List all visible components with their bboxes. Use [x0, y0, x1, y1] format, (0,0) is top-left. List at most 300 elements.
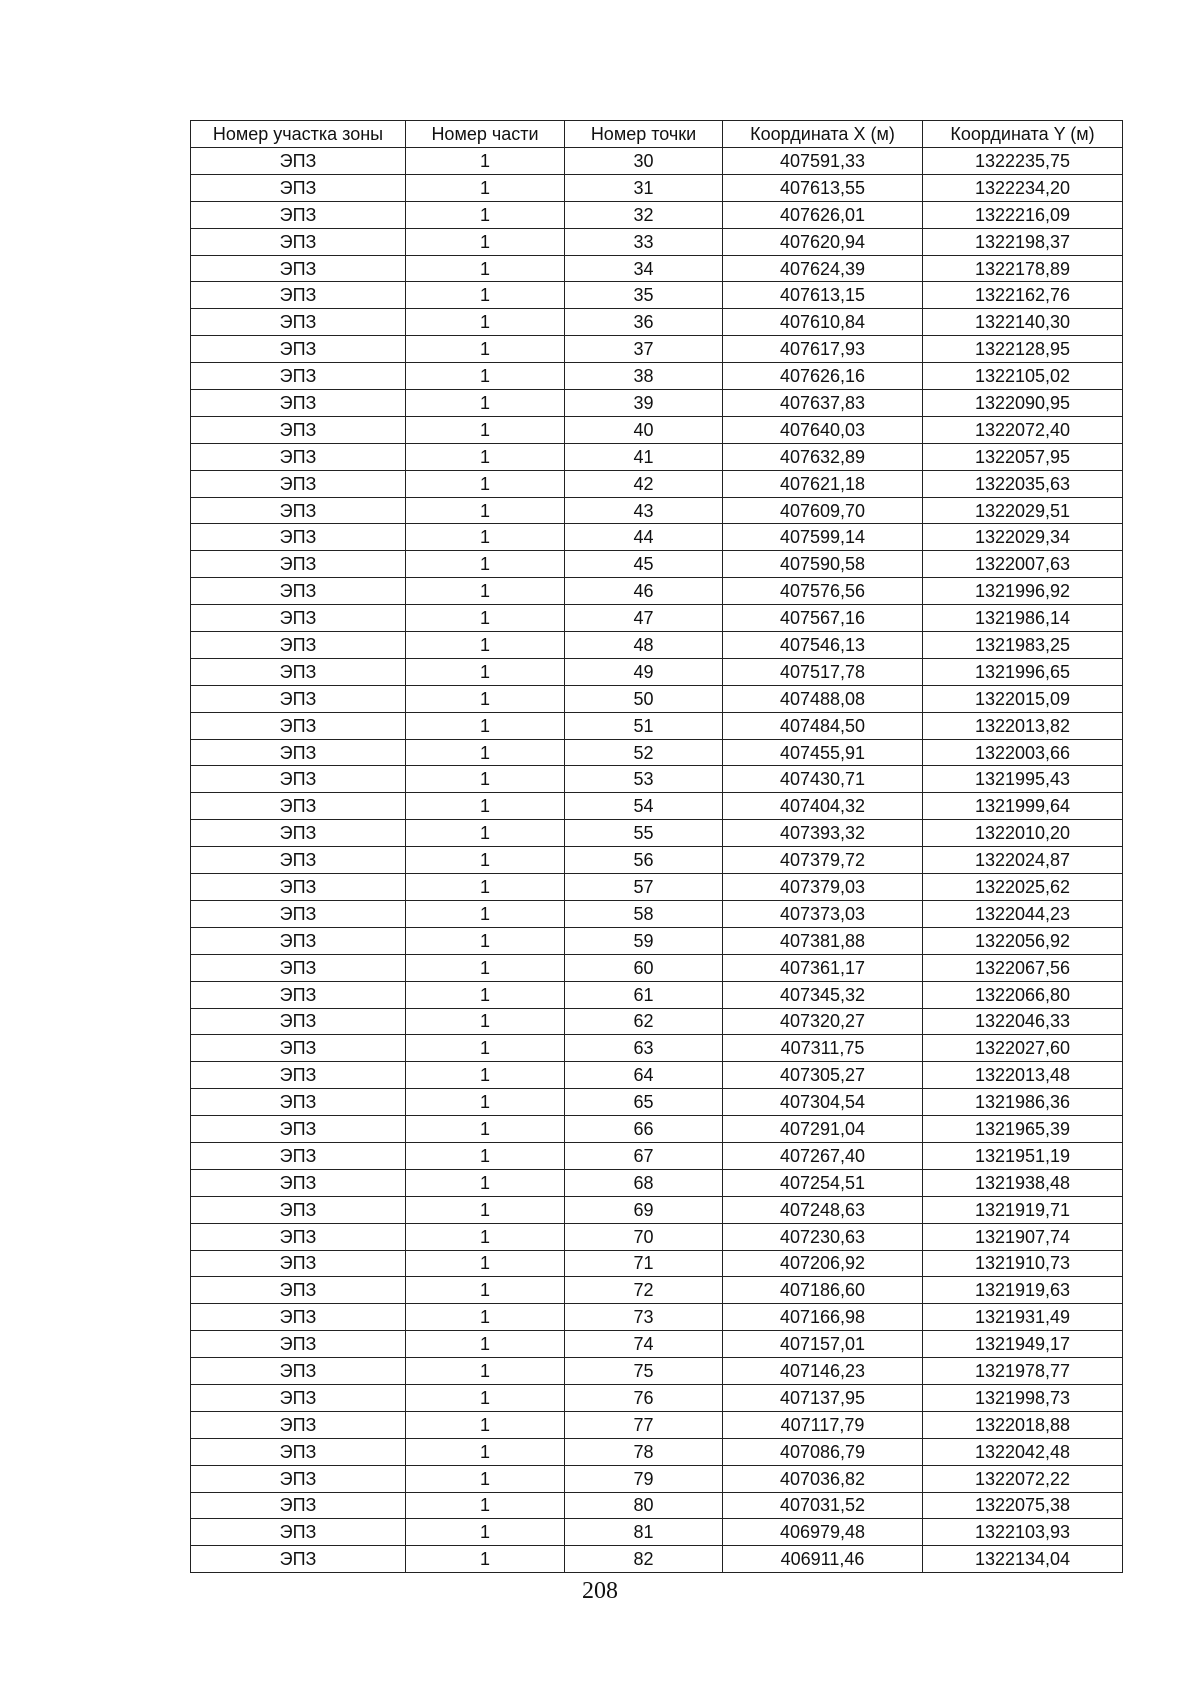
cell-coordinate-y: 1322198,37 — [923, 228, 1123, 255]
cell-coordinate-x: 407248,63 — [723, 1196, 923, 1223]
cell-part-number: 1 — [406, 874, 565, 901]
cell-point-number: 54 — [565, 793, 723, 820]
cell-coordinate-x: 407230,63 — [723, 1223, 923, 1250]
cell-zone-section: ЭПЗ — [191, 1089, 406, 1116]
cell-coordinate-x: 407267,40 — [723, 1142, 923, 1169]
cell-zone-section: ЭПЗ — [191, 1358, 406, 1385]
cell-zone-section: ЭПЗ — [191, 1196, 406, 1223]
table-row — [191, 1089, 1123, 1116]
cell-part-number: 1 — [406, 1519, 565, 1546]
table-row — [191, 524, 1123, 551]
cell-part-number: 1 — [406, 336, 565, 363]
page-number: 208 — [582, 1578, 618, 1604]
cell-coordinate-x: 407590,58 — [723, 551, 923, 578]
cell-zone-section: ЭПЗ — [191, 228, 406, 255]
cell-point-number: 32 — [565, 201, 723, 228]
table-row — [191, 712, 1123, 739]
cell-coordinate-y: 1322018,88 — [923, 1411, 1123, 1438]
cell-coordinate-x: 407206,92 — [723, 1250, 923, 1277]
cell-coordinate-y: 1321919,71 — [923, 1196, 1123, 1223]
table-row — [191, 793, 1123, 820]
cell-zone-section: ЭПЗ — [191, 900, 406, 927]
cell-part-number: 1 — [406, 524, 565, 551]
cell-zone-section: ЭПЗ — [191, 551, 406, 578]
cell-coordinate-x: 407036,82 — [723, 1465, 923, 1492]
table-row — [191, 1331, 1123, 1358]
table-row — [191, 927, 1123, 954]
cell-coordinate-x: 407086,79 — [723, 1438, 923, 1465]
cell-coordinate-y: 1322029,34 — [923, 524, 1123, 551]
cell-coordinate-y: 1322134,04 — [923, 1546, 1123, 1573]
cell-coordinate-y: 1322162,76 — [923, 282, 1123, 309]
cell-point-number: 77 — [565, 1411, 723, 1438]
cell-zone-section: ЭПЗ — [191, 497, 406, 524]
cell-coordinate-x: 407484,50 — [723, 712, 923, 739]
cell-point-number: 31 — [565, 174, 723, 201]
table-row — [191, 605, 1123, 632]
table-row — [191, 981, 1123, 1008]
table-row — [191, 309, 1123, 336]
cell-part-number: 1 — [406, 174, 565, 201]
cell-zone-section: ЭПЗ — [191, 1384, 406, 1411]
cell-coordinate-x: 407430,71 — [723, 766, 923, 793]
cell-zone-section: ЭПЗ — [191, 470, 406, 497]
cell-coordinate-y: 1322128,95 — [923, 336, 1123, 363]
cell-point-number: 40 — [565, 416, 723, 443]
cell-point-number: 49 — [565, 658, 723, 685]
cell-zone-section: ЭПЗ — [191, 416, 406, 443]
cell-part-number: 1 — [406, 1223, 565, 1250]
cell-coordinate-x: 407613,55 — [723, 174, 923, 201]
cell-part-number: 1 — [406, 954, 565, 981]
table-row — [191, 174, 1123, 201]
cell-point-number: 46 — [565, 578, 723, 605]
cell-part-number: 1 — [406, 900, 565, 927]
cell-coordinate-y: 1321995,43 — [923, 766, 1123, 793]
cell-coordinate-x: 407609,70 — [723, 497, 923, 524]
cell-coordinate-y: 1321919,63 — [923, 1277, 1123, 1304]
table-row — [191, 255, 1123, 282]
table-body — [191, 148, 1123, 1573]
table-row — [191, 201, 1123, 228]
cell-zone-section: ЭПЗ — [191, 1411, 406, 1438]
cell-coordinate-y: 1321999,64 — [923, 793, 1123, 820]
cell-coordinate-y: 1322003,66 — [923, 739, 1123, 766]
cell-point-number: 63 — [565, 1035, 723, 1062]
cell-coordinate-x: 406979,48 — [723, 1519, 923, 1546]
header-coordinate-x: Координата X (м) — [723, 121, 923, 148]
cell-coordinate-x: 407517,78 — [723, 658, 923, 685]
cell-coordinate-y: 1322072,40 — [923, 416, 1123, 443]
cell-coordinate-x: 407617,93 — [723, 336, 923, 363]
cell-zone-section: ЭПЗ — [191, 1223, 406, 1250]
cell-zone-section: ЭПЗ — [191, 363, 406, 390]
cell-zone-section: ЭПЗ — [191, 981, 406, 1008]
cell-zone-section: ЭПЗ — [191, 1116, 406, 1143]
table-row — [191, 1169, 1123, 1196]
cell-coordinate-y: 1321951,19 — [923, 1142, 1123, 1169]
cell-point-number: 33 — [565, 228, 723, 255]
table-row — [191, 416, 1123, 443]
cell-coordinate-y: 1322140,30 — [923, 309, 1123, 336]
cell-coordinate-y: 1322072,22 — [923, 1465, 1123, 1492]
table-row — [191, 900, 1123, 927]
cell-zone-section: ЭПЗ — [191, 1062, 406, 1089]
table-row — [191, 148, 1123, 175]
cell-coordinate-y: 1321986,36 — [923, 1089, 1123, 1116]
cell-zone-section: ЭПЗ — [191, 685, 406, 712]
cell-part-number: 1 — [406, 1277, 565, 1304]
cell-part-number: 1 — [406, 282, 565, 309]
cell-point-number: 75 — [565, 1358, 723, 1385]
cell-zone-section: ЭПЗ — [191, 390, 406, 417]
cell-coordinate-x: 407117,79 — [723, 1411, 923, 1438]
cell-zone-section: ЭПЗ — [191, 1142, 406, 1169]
cell-coordinate-y: 1321986,14 — [923, 605, 1123, 632]
table-row — [191, 497, 1123, 524]
cell-zone-section: ЭПЗ — [191, 658, 406, 685]
cell-zone-section: ЭПЗ — [191, 712, 406, 739]
cell-part-number: 1 — [406, 820, 565, 847]
cell-coordinate-y: 1322056,92 — [923, 927, 1123, 954]
cell-point-number: 58 — [565, 900, 723, 927]
cell-part-number: 1 — [406, 847, 565, 874]
cell-coordinate-x: 407620,94 — [723, 228, 923, 255]
cell-part-number: 1 — [406, 390, 565, 417]
cell-point-number: 73 — [565, 1304, 723, 1331]
cell-zone-section: ЭПЗ — [191, 927, 406, 954]
cell-coordinate-x: 407637,83 — [723, 390, 923, 417]
cell-coordinate-x: 407613,15 — [723, 282, 923, 309]
cell-point-number: 59 — [565, 927, 723, 954]
cell-zone-section: ЭПЗ — [191, 282, 406, 309]
cell-zone-section: ЭПЗ — [191, 1492, 406, 1519]
cell-point-number: 60 — [565, 954, 723, 981]
cell-zone-section: ЭПЗ — [191, 1250, 406, 1277]
table-row — [191, 1411, 1123, 1438]
cell-coordinate-x: 406911,46 — [723, 1546, 923, 1573]
cell-zone-section: ЭПЗ — [191, 1035, 406, 1062]
cell-coordinate-x: 407381,88 — [723, 927, 923, 954]
cell-coordinate-y: 1322029,51 — [923, 497, 1123, 524]
cell-coordinate-y: 1322067,56 — [923, 954, 1123, 981]
cell-point-number: 62 — [565, 1008, 723, 1035]
cell-coordinate-y: 1321998,73 — [923, 1384, 1123, 1411]
table-row — [191, 1492, 1123, 1519]
table-row — [191, 658, 1123, 685]
cell-point-number: 41 — [565, 443, 723, 470]
cell-point-number: 36 — [565, 309, 723, 336]
cell-zone-section: ЭПЗ — [191, 174, 406, 201]
cell-part-number: 1 — [406, 605, 565, 632]
table-row — [191, 954, 1123, 981]
cell-coordinate-y: 1322013,48 — [923, 1062, 1123, 1089]
cell-zone-section: ЭПЗ — [191, 847, 406, 874]
cell-coordinate-x: 407610,84 — [723, 309, 923, 336]
cell-part-number: 1 — [406, 363, 565, 390]
cell-point-number: 70 — [565, 1223, 723, 1250]
cell-point-number: 69 — [565, 1196, 723, 1223]
cell-coordinate-y: 1322216,09 — [923, 201, 1123, 228]
cell-coordinate-y: 1322035,63 — [923, 470, 1123, 497]
cell-coordinate-x: 407345,32 — [723, 981, 923, 1008]
cell-point-number: 74 — [565, 1331, 723, 1358]
cell-part-number: 1 — [406, 1142, 565, 1169]
cell-coordinate-x: 407373,03 — [723, 900, 923, 927]
cell-point-number: 34 — [565, 255, 723, 282]
cell-coordinate-y: 1322013,82 — [923, 712, 1123, 739]
cell-point-number: 66 — [565, 1116, 723, 1143]
cell-part-number: 1 — [406, 416, 565, 443]
cell-part-number: 1 — [406, 793, 565, 820]
cell-coordinate-x: 407488,08 — [723, 685, 923, 712]
table-row — [191, 739, 1123, 766]
table-row — [191, 766, 1123, 793]
cell-part-number: 1 — [406, 1492, 565, 1519]
cell-coordinate-y: 1321910,73 — [923, 1250, 1123, 1277]
cell-part-number: 1 — [406, 1196, 565, 1223]
cell-coordinate-x: 407567,16 — [723, 605, 923, 632]
cell-part-number: 1 — [406, 309, 565, 336]
cell-part-number: 1 — [406, 497, 565, 524]
cell-point-number: 53 — [565, 766, 723, 793]
cell-zone-section: ЭПЗ — [191, 255, 406, 282]
cell-coordinate-y: 1322105,02 — [923, 363, 1123, 390]
cell-coordinate-x: 407254,51 — [723, 1169, 923, 1196]
cell-point-number: 57 — [565, 874, 723, 901]
table-row — [191, 282, 1123, 309]
cell-coordinate-y: 1321978,77 — [923, 1358, 1123, 1385]
cell-zone-section: ЭПЗ — [191, 793, 406, 820]
cell-point-number: 67 — [565, 1142, 723, 1169]
table-row — [191, 847, 1123, 874]
cell-zone-section: ЭПЗ — [191, 605, 406, 632]
cell-point-number: 45 — [565, 551, 723, 578]
cell-zone-section: ЭПЗ — [191, 1277, 406, 1304]
cell-point-number: 51 — [565, 712, 723, 739]
cell-coordinate-x: 407640,03 — [723, 416, 923, 443]
cell-part-number: 1 — [406, 632, 565, 659]
cell-coordinate-y: 1322234,20 — [923, 174, 1123, 201]
cell-part-number: 1 — [406, 1358, 565, 1385]
cell-part-number: 1 — [406, 1089, 565, 1116]
cell-point-number: 30 — [565, 148, 723, 175]
table-row — [191, 1304, 1123, 1331]
table-row — [191, 1519, 1123, 1546]
table-row — [191, 1116, 1123, 1143]
table-row — [191, 685, 1123, 712]
cell-part-number: 1 — [406, 1035, 565, 1062]
table-row — [191, 336, 1123, 363]
table-row — [191, 1223, 1123, 1250]
table-row — [191, 1438, 1123, 1465]
cell-point-number: 50 — [565, 685, 723, 712]
cell-point-number: 55 — [565, 820, 723, 847]
cell-point-number: 38 — [565, 363, 723, 390]
cell-part-number: 1 — [406, 255, 565, 282]
cell-zone-section: ЭПЗ — [191, 1519, 406, 1546]
cell-coordinate-x: 407455,91 — [723, 739, 923, 766]
table-row — [191, 1035, 1123, 1062]
cell-coordinate-y: 1322075,38 — [923, 1492, 1123, 1519]
cell-coordinate-x: 407379,03 — [723, 874, 923, 901]
cell-part-number: 1 — [406, 443, 565, 470]
cell-part-number: 1 — [406, 1008, 565, 1035]
cell-point-number: 78 — [565, 1438, 723, 1465]
cell-zone-section: ЭПЗ — [191, 1331, 406, 1358]
table-row — [191, 1465, 1123, 1492]
cell-coordinate-x: 407632,89 — [723, 443, 923, 470]
cell-part-number: 1 — [406, 712, 565, 739]
cell-part-number: 1 — [406, 739, 565, 766]
cell-coordinate-x: 407166,98 — [723, 1304, 923, 1331]
cell-coordinate-x: 407146,23 — [723, 1358, 923, 1385]
cell-zone-section: ЭПЗ — [191, 336, 406, 363]
cell-coordinate-y: 1322027,60 — [923, 1035, 1123, 1062]
table-row — [191, 1250, 1123, 1277]
cell-coordinate-x: 407320,27 — [723, 1008, 923, 1035]
cell-point-number: 64 — [565, 1062, 723, 1089]
cell-part-number: 1 — [406, 1169, 565, 1196]
table-row — [191, 390, 1123, 417]
cell-part-number: 1 — [406, 927, 565, 954]
cell-coordinate-x: 407031,52 — [723, 1492, 923, 1519]
cell-point-number: 76 — [565, 1384, 723, 1411]
cell-point-number: 43 — [565, 497, 723, 524]
cell-point-number: 42 — [565, 470, 723, 497]
table-row — [191, 1062, 1123, 1089]
cell-coordinate-y: 1321996,92 — [923, 578, 1123, 605]
cell-coordinate-y: 1321938,48 — [923, 1169, 1123, 1196]
cell-point-number: 80 — [565, 1492, 723, 1519]
cell-zone-section: ЭПЗ — [191, 1304, 406, 1331]
cell-coordinate-x: 407291,04 — [723, 1116, 923, 1143]
cell-point-number: 82 — [565, 1546, 723, 1573]
cell-point-number: 39 — [565, 390, 723, 417]
cell-coordinate-x: 407186,60 — [723, 1277, 923, 1304]
cell-coordinate-x: 407599,14 — [723, 524, 923, 551]
header-row — [191, 121, 1123, 148]
table-row — [191, 1142, 1123, 1169]
cell-part-number: 1 — [406, 578, 565, 605]
table-row — [191, 578, 1123, 605]
cell-zone-section: ЭПЗ — [191, 874, 406, 901]
cell-part-number: 1 — [406, 1331, 565, 1358]
cell-part-number: 1 — [406, 1438, 565, 1465]
cell-part-number: 1 — [406, 148, 565, 175]
header-coordinate-y: Координата Y (м) — [923, 121, 1123, 148]
cell-point-number: 35 — [565, 282, 723, 309]
table-row — [191, 443, 1123, 470]
table-row — [191, 551, 1123, 578]
cell-coordinate-y: 1322044,23 — [923, 900, 1123, 927]
cell-zone-section: ЭПЗ — [191, 1169, 406, 1196]
cell-zone-section: ЭПЗ — [191, 201, 406, 228]
cell-coordinate-y: 1321931,49 — [923, 1304, 1123, 1331]
cell-coordinate-x: 407591,33 — [723, 148, 923, 175]
header-point-number: Номер точки — [565, 121, 723, 148]
cell-point-number: 52 — [565, 739, 723, 766]
cell-point-number: 48 — [565, 632, 723, 659]
cell-coordinate-x: 407576,56 — [723, 578, 923, 605]
cell-zone-section: ЭПЗ — [191, 578, 406, 605]
header-part-number: Номер части — [406, 121, 565, 148]
table-row — [191, 1358, 1123, 1385]
cell-coordinate-y: 1322235,75 — [923, 148, 1123, 175]
cell-zone-section: ЭПЗ — [191, 309, 406, 336]
cell-coordinate-x: 407626,01 — [723, 201, 923, 228]
cell-zone-section: ЭПЗ — [191, 524, 406, 551]
table-row — [191, 632, 1123, 659]
cell-coordinate-x: 407157,01 — [723, 1331, 923, 1358]
cell-zone-section: ЭПЗ — [191, 1008, 406, 1035]
table-row — [191, 1546, 1123, 1573]
table-row — [191, 874, 1123, 901]
cell-coordinate-x: 407305,27 — [723, 1062, 923, 1089]
cell-part-number: 1 — [406, 685, 565, 712]
cell-coordinate-y: 1322042,48 — [923, 1438, 1123, 1465]
cell-point-number: 79 — [565, 1465, 723, 1492]
cell-zone-section: ЭПЗ — [191, 1546, 406, 1573]
table-row — [191, 1196, 1123, 1223]
cell-coordinate-y: 1322010,20 — [923, 820, 1123, 847]
header-zone-section-number: Номер участка зоны — [191, 121, 406, 148]
cell-point-number: 37 — [565, 336, 723, 363]
cell-zone-section: ЭПЗ — [191, 443, 406, 470]
table-row — [191, 363, 1123, 390]
cell-coordinate-x: 407361,17 — [723, 954, 923, 981]
cell-coordinate-y: 1322090,95 — [923, 390, 1123, 417]
cell-part-number: 1 — [406, 1384, 565, 1411]
cell-point-number: 72 — [565, 1277, 723, 1304]
cell-part-number: 1 — [406, 658, 565, 685]
cell-coordinate-y: 1322025,62 — [923, 874, 1123, 901]
cell-point-number: 71 — [565, 1250, 723, 1277]
cell-point-number: 44 — [565, 524, 723, 551]
cell-coordinate-x: 407304,54 — [723, 1089, 923, 1116]
cell-part-number: 1 — [406, 228, 565, 255]
cell-coordinate-y: 1322057,95 — [923, 443, 1123, 470]
cell-coordinate-y: 1322024,87 — [923, 847, 1123, 874]
cell-coordinate-y: 1321949,17 — [923, 1331, 1123, 1358]
cell-zone-section: ЭПЗ — [191, 148, 406, 175]
cell-coordinate-x: 407393,32 — [723, 820, 923, 847]
table-row — [191, 1008, 1123, 1035]
cell-zone-section: ЭПЗ — [191, 820, 406, 847]
cell-point-number: 56 — [565, 847, 723, 874]
table-row — [191, 228, 1123, 255]
cell-part-number: 1 — [406, 981, 565, 1008]
cell-coordinate-y: 1322066,80 — [923, 981, 1123, 1008]
cell-point-number: 61 — [565, 981, 723, 1008]
cell-zone-section: ЭПЗ — [191, 766, 406, 793]
cell-zone-section: ЭПЗ — [191, 739, 406, 766]
cell-part-number: 1 — [406, 201, 565, 228]
cell-part-number: 1 — [406, 551, 565, 578]
cell-part-number: 1 — [406, 1062, 565, 1089]
cell-part-number: 1 — [406, 1304, 565, 1331]
cell-coordinate-y: 1321996,65 — [923, 658, 1123, 685]
cell-coordinate-y: 1321983,25 — [923, 632, 1123, 659]
cell-coordinate-x: 407626,16 — [723, 363, 923, 390]
cell-coordinate-y: 1321965,39 — [923, 1116, 1123, 1143]
cell-coordinate-x: 407404,32 — [723, 793, 923, 820]
cell-part-number: 1 — [406, 470, 565, 497]
cell-coordinate-y: 1321907,74 — [923, 1223, 1123, 1250]
cell-coordinate-y: 1322046,33 — [923, 1008, 1123, 1035]
cell-coordinate-x: 407311,75 — [723, 1035, 923, 1062]
cell-part-number: 1 — [406, 766, 565, 793]
